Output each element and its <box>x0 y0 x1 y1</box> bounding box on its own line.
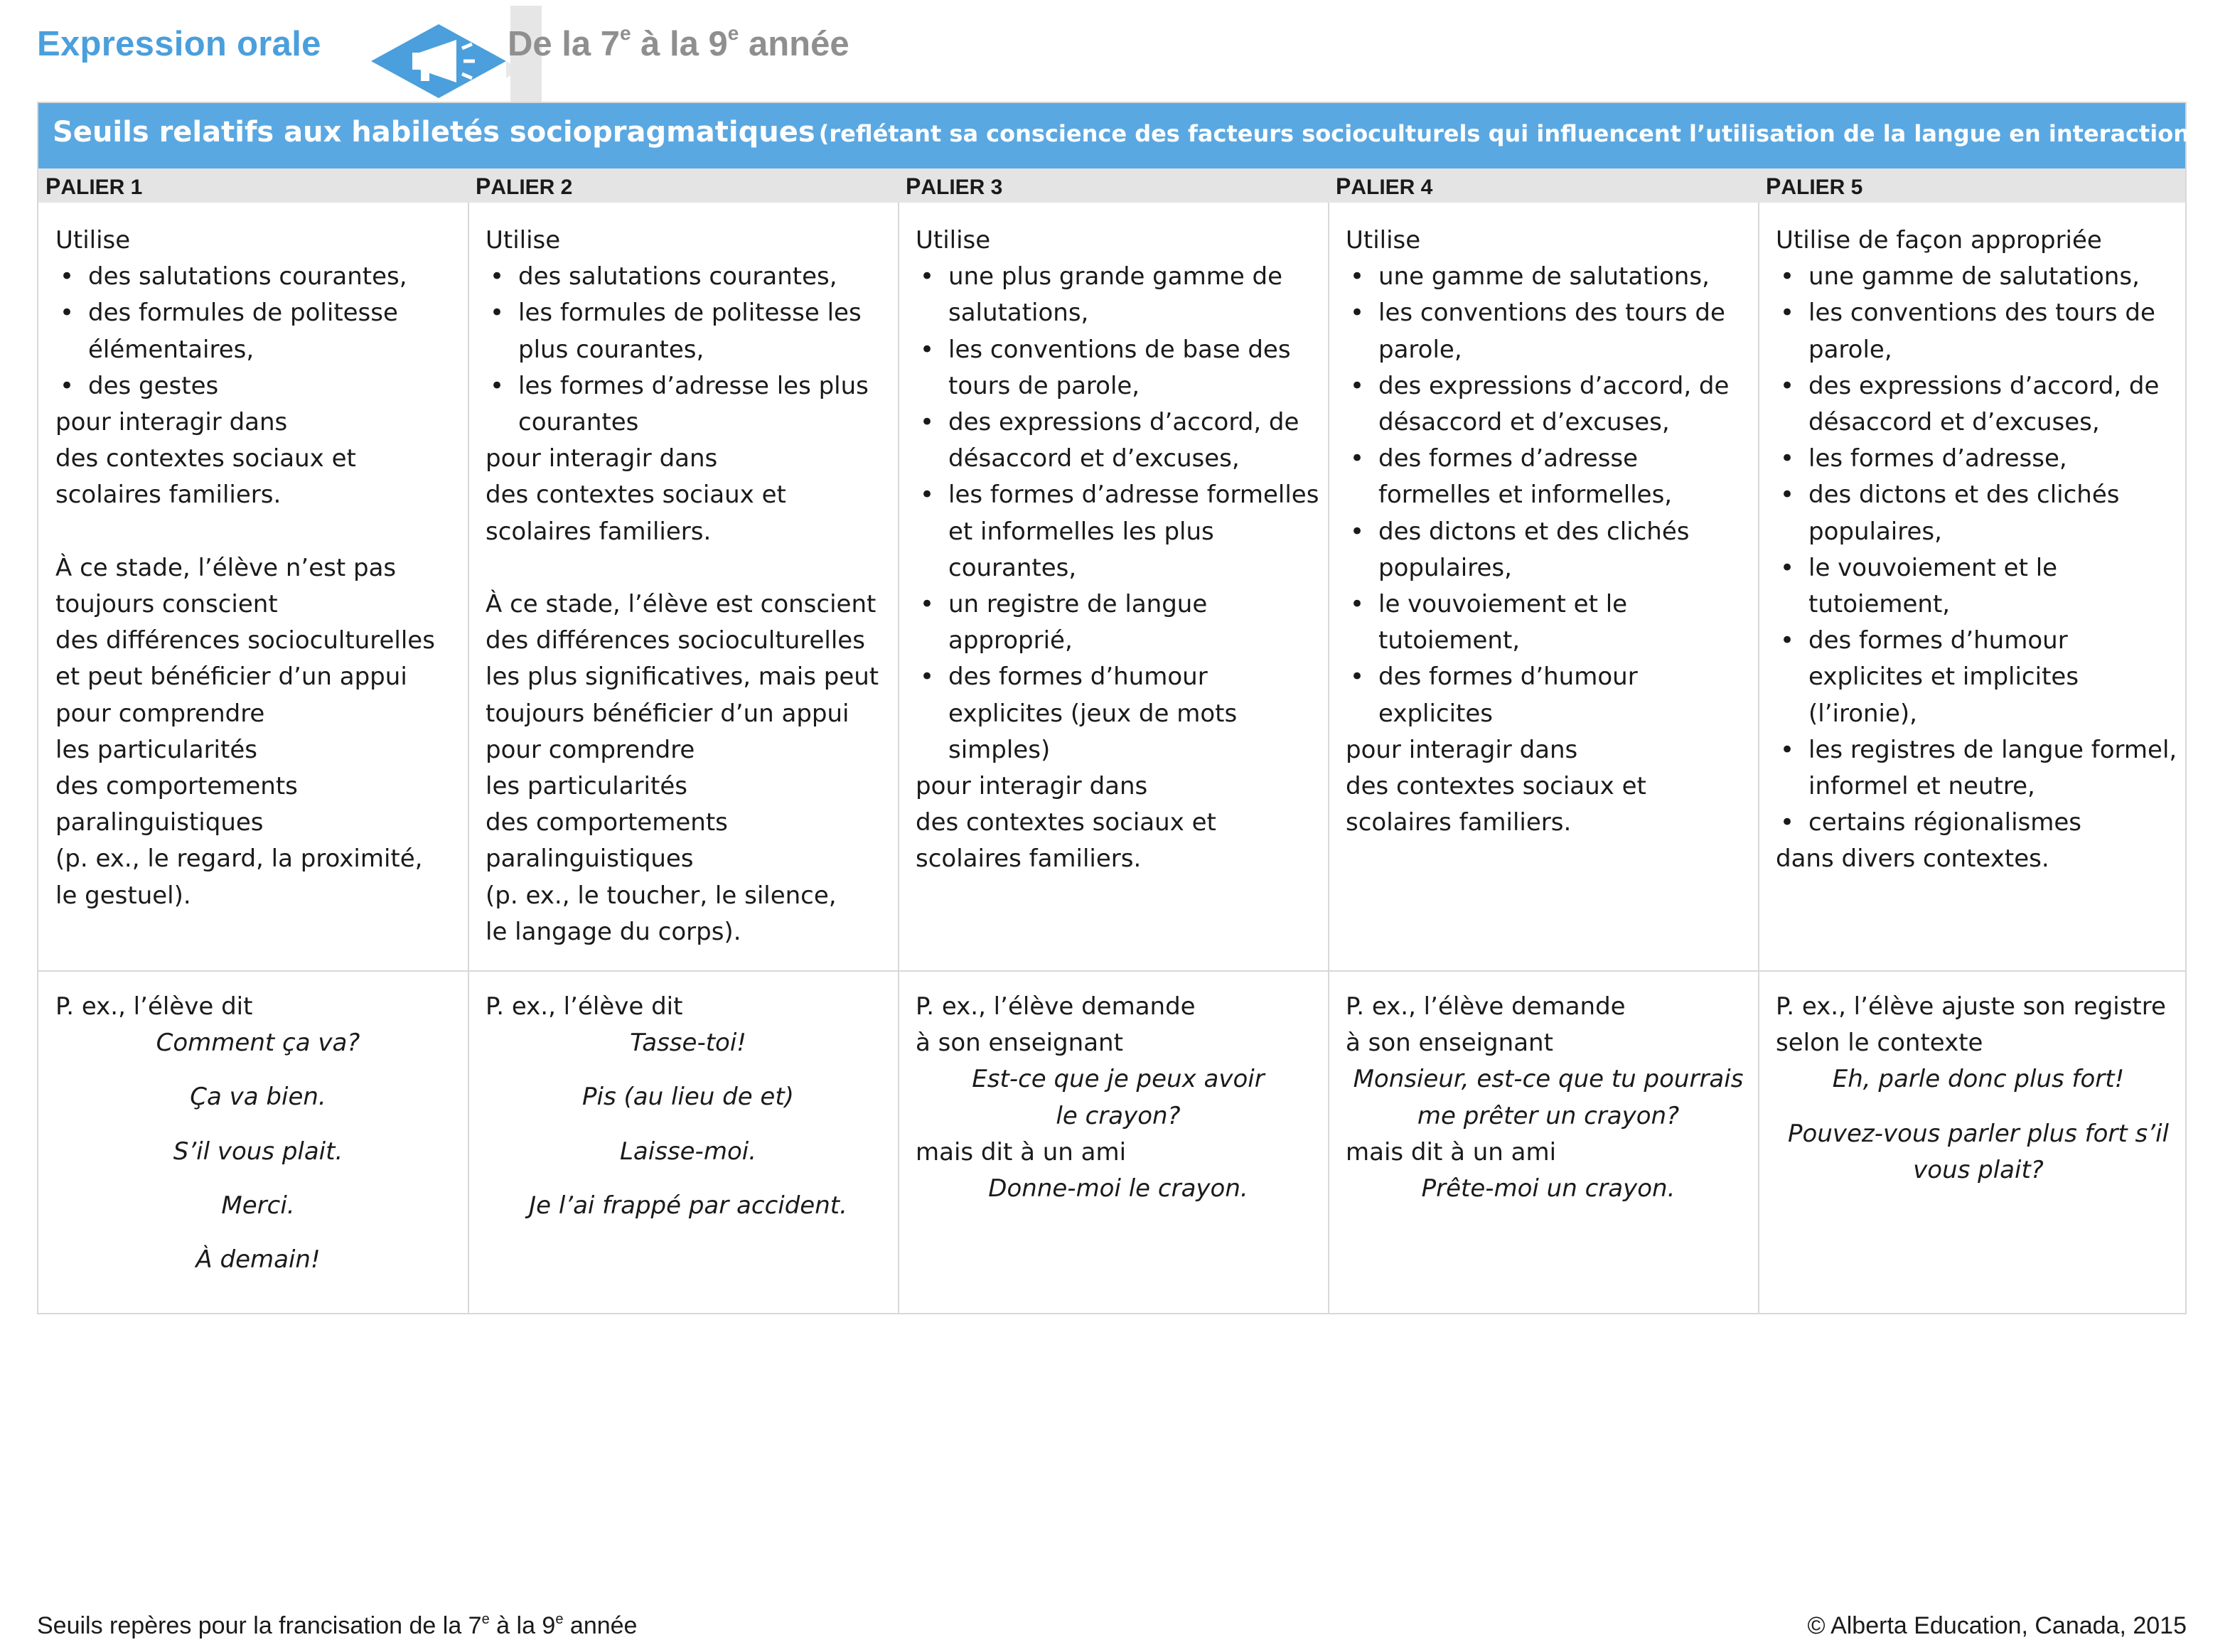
example-utterance: Monsieur, est-ce que tu pourrais <box>1353 1065 1744 1094</box>
example-intro: à son enseignant <box>916 1029 1123 1058</box>
example-utterance: Ça va bien. <box>190 1083 326 1112</box>
example-cell-palier-4 <box>1346 989 1751 1207</box>
cell-text-line: À ce stade, l’élève n’est pas <box>55 553 397 582</box>
example-utterance: le crayon? <box>1056 1101 1181 1130</box>
list-item: • des dictons et des clichés populaires, <box>1346 514 1751 586</box>
example-cell-palier-5 <box>1776 989 2181 1189</box>
table-title: Seuils relatifs aux habiletés sociopragmatiques <box>53 116 815 149</box>
list-item: • une gamme de salutations, <box>1776 259 2181 295</box>
descriptor-list <box>916 259 1321 768</box>
list-item: • des dictons et des clichés populaires, <box>1776 477 2181 549</box>
table-title-bar <box>38 103 2200 168</box>
footer-document-title: Seuils repères pour la francisation de la 7e à la 9e année <box>37 1611 638 1639</box>
example-utterance: Donne-moi le crayon. <box>988 1174 1248 1203</box>
section-title: Expression orale <box>37 25 321 63</box>
descriptor-cell-palier-4 <box>1346 222 1751 841</box>
list-item: • le vouvoiement et le tutoiement, <box>1776 550 2181 623</box>
cell-intro: Utilise <box>1346 226 1421 254</box>
list-item: • une gamme de salutations, <box>1346 259 1751 295</box>
cell-text-line: des différences socioculturelles <box>55 626 435 655</box>
cell-intro: Utilise <box>486 226 561 254</box>
cell-text-line: À ce stade, l’élève est conscient <box>486 590 877 619</box>
example-utterance: Pis (au lieu de et) <box>582 1083 794 1112</box>
cell-text-line: pour interagir dans <box>486 444 718 473</box>
example-cell-palier-1 <box>55 989 461 1278</box>
list-item: • une plus grande gamme de salutations, <box>916 259 1321 331</box>
cell-text-line: des contextes sociaux et <box>1346 772 1646 801</box>
table-subtitle: (reflétant sa conscience des facteurs socioculturels qui influencent l’utilisation de la langue en interaction) <box>818 120 2200 147</box>
list-item: • des formes d’humour explicites et implicites (l’ironie), <box>1776 623 2181 732</box>
cell-text-line: les plus significatives, mais peut <box>486 663 879 692</box>
cell-text-line: scolaires familiers. <box>55 481 282 510</box>
list-item: • les registres de langue formel, informel et neutre, <box>1776 732 2181 805</box>
cell-intro: Utilise de façon appropriée <box>1776 226 2102 254</box>
list-item: • les conventions des tours de parole, <box>1346 295 1751 368</box>
list-item: • les formes d’adresse, <box>1776 441 2181 477</box>
cell-text-line: pour comprendre <box>486 735 695 764</box>
example-intro: P. ex., l’élève dit <box>55 992 253 1021</box>
list-item: • des formes d’humour explicites (jeux de mots simples) <box>916 659 1321 768</box>
cell-text-line: des contextes sociaux et <box>486 481 786 510</box>
descriptor-list <box>55 259 461 404</box>
cell-text-line: des comportements <box>486 808 728 837</box>
column-header-row <box>38 168 2185 203</box>
descriptor-list <box>1346 259 1751 732</box>
cell-intro: Utilise <box>55 226 131 254</box>
column-divider <box>1328 203 1329 1313</box>
list-item: • des formules de politesse élémentaires, <box>55 295 461 368</box>
list-item: • les formes d’adresse formelles et informelles les plus courantes, <box>916 477 1321 586</box>
example-cell-palier-2 <box>486 989 891 1224</box>
list-item: • des formes d’humour explicites <box>1346 659 1751 731</box>
example-utterance: Merci. <box>221 1191 295 1220</box>
example-intro: à son enseignant <box>1346 1029 1553 1058</box>
example-utterance: me prêter un crayon? <box>1417 1101 1680 1130</box>
example-cell-palier-3 <box>916 989 1321 1207</box>
descriptor-list <box>1776 259 2181 841</box>
cell-text-line: scolaires familiers. <box>486 517 712 546</box>
column-header-palier-5: PALIER 5 <box>1766 173 1863 199</box>
cell-text-line: pour interagir dans <box>55 408 288 437</box>
example-intro: P. ex., l’élève dit <box>486 992 683 1021</box>
cell-intro: Utilise <box>916 226 991 254</box>
example-connector: mais dit à un ami <box>1346 1137 1557 1166</box>
example-utterance: Pouvez-vous parler plus fort s’il vous plait? <box>1788 1119 2169 1184</box>
example-utterance: Laisse-moi. <box>619 1137 756 1166</box>
cell-text-line: des comportements <box>55 772 298 801</box>
example-intro: P. ex., l’élève demande <box>916 992 1196 1021</box>
column-header-palier-2: PALIER 2 <box>476 173 573 199</box>
list-item: • certains régionalismes <box>1776 805 2181 841</box>
example-utterance: Je l’ai frappé par accident. <box>529 1191 847 1220</box>
column-header-palier-1: PALIER 1 <box>45 173 143 199</box>
cell-text-line: des différences socioculturelles <box>486 626 865 655</box>
list-item: • le vouvoiement et le tutoiement, <box>1346 586 1751 659</box>
cell-text-line: scolaires familiers. <box>1346 808 1572 837</box>
cell-text-line: pour interagir dans <box>916 772 1148 801</box>
descriptor-cell-palier-5 <box>1776 222 2181 878</box>
cell-text-line: toujours bénéficier d’un appui <box>486 699 849 728</box>
list-item: • des expressions d’accord, de désaccord et d’excuses, <box>1776 368 2181 441</box>
list-item: • un registre de langue approprié, <box>916 586 1321 659</box>
cell-text-line: paralinguistiques <box>486 844 694 874</box>
cell-text-line: et peut bénéficier d’un appui <box>55 663 407 692</box>
column-divider <box>468 203 469 1313</box>
cell-text-line: pour interagir dans <box>1346 735 1578 764</box>
cell-text-line: paralinguistiques <box>55 808 264 837</box>
cell-text-line: le gestuel). <box>55 881 191 910</box>
list-item: • des salutations courantes, <box>55 259 461 295</box>
list-item: • les conventions des tours de parole, <box>1776 295 2181 368</box>
example-utterance: Est-ce que je peux avoir <box>972 1065 1265 1094</box>
list-item: • des expressions d’accord, de désaccord et d’excuses, <box>916 404 1321 477</box>
cell-text-line: (p. ex., le regard, la proximité, <box>55 844 423 874</box>
example-utterance: S’il vous plait. <box>173 1137 343 1166</box>
cell-text-line: scolaires familiers. <box>916 844 1142 874</box>
cell-text-line: les particularités <box>55 735 257 764</box>
thresholds-table <box>37 102 2200 1314</box>
cell-text-line: des contextes sociaux et <box>55 444 356 473</box>
example-utterance: Tasse-toi! <box>630 1029 746 1058</box>
example-utterance: À demain! <box>195 1245 321 1275</box>
list-item: • des expressions d’accord, de désaccord et d’excuses, <box>1346 368 1751 441</box>
cell-text-line: (p. ex., le toucher, le silence, <box>486 881 837 910</box>
cell-text-line: pour comprendre <box>55 699 265 728</box>
column-header-palier-3: PALIER 3 <box>906 173 1003 199</box>
example-utterance: Eh, parle donc plus fort! <box>1832 1065 2125 1094</box>
example-intro: P. ex., l’élève ajuste son registre <box>1776 992 2166 1021</box>
row-divider <box>38 970 2185 972</box>
example-utterance: Prête-moi un crayon. <box>1421 1174 1676 1203</box>
example-utterance: Comment ça va? <box>156 1029 360 1058</box>
cell-text-line: toujours conscient <box>55 590 278 619</box>
column-divider <box>1758 203 1759 1313</box>
cell-text-line: dans divers contextes. <box>1776 844 2049 874</box>
cell-text-line: les particularités <box>486 772 687 801</box>
list-item: • des gestes <box>55 368 461 404</box>
example-intro: selon le contexte <box>1776 1029 1983 1058</box>
list-item: • des formes d’adresse formelles et informelles, <box>1346 441 1751 513</box>
cell-text-line: le langage du corps). <box>486 917 741 946</box>
example-connector: mais dit à un ami <box>916 1137 1127 1166</box>
descriptor-cell-palier-3 <box>916 222 1321 878</box>
list-item: • les conventions de base des tours de parole, <box>916 332 1321 404</box>
grade-range: De la 7e à la 9e année <box>508 22 849 63</box>
list-item: • des salutations courantes, <box>486 259 891 295</box>
descriptor-list <box>486 259 891 441</box>
descriptor-cell-palier-2 <box>486 222 891 950</box>
list-item: • les formes d’adresse les plus courantes <box>486 368 891 441</box>
cell-text-line: des contextes sociaux et <box>916 808 1216 837</box>
page-header <box>37 20 1032 70</box>
column-header-palier-4: PALIER 4 <box>1336 173 1433 199</box>
column-divider <box>898 203 899 1313</box>
example-intro: P. ex., l’élève demande <box>1346 992 1626 1021</box>
list-item: • les formules de politesse les plus courantes, <box>486 295 891 368</box>
descriptor-cell-palier-1 <box>55 222 461 914</box>
footer-copyright: © Alberta Education, Canada, 2015 <box>1807 1612 2187 1639</box>
